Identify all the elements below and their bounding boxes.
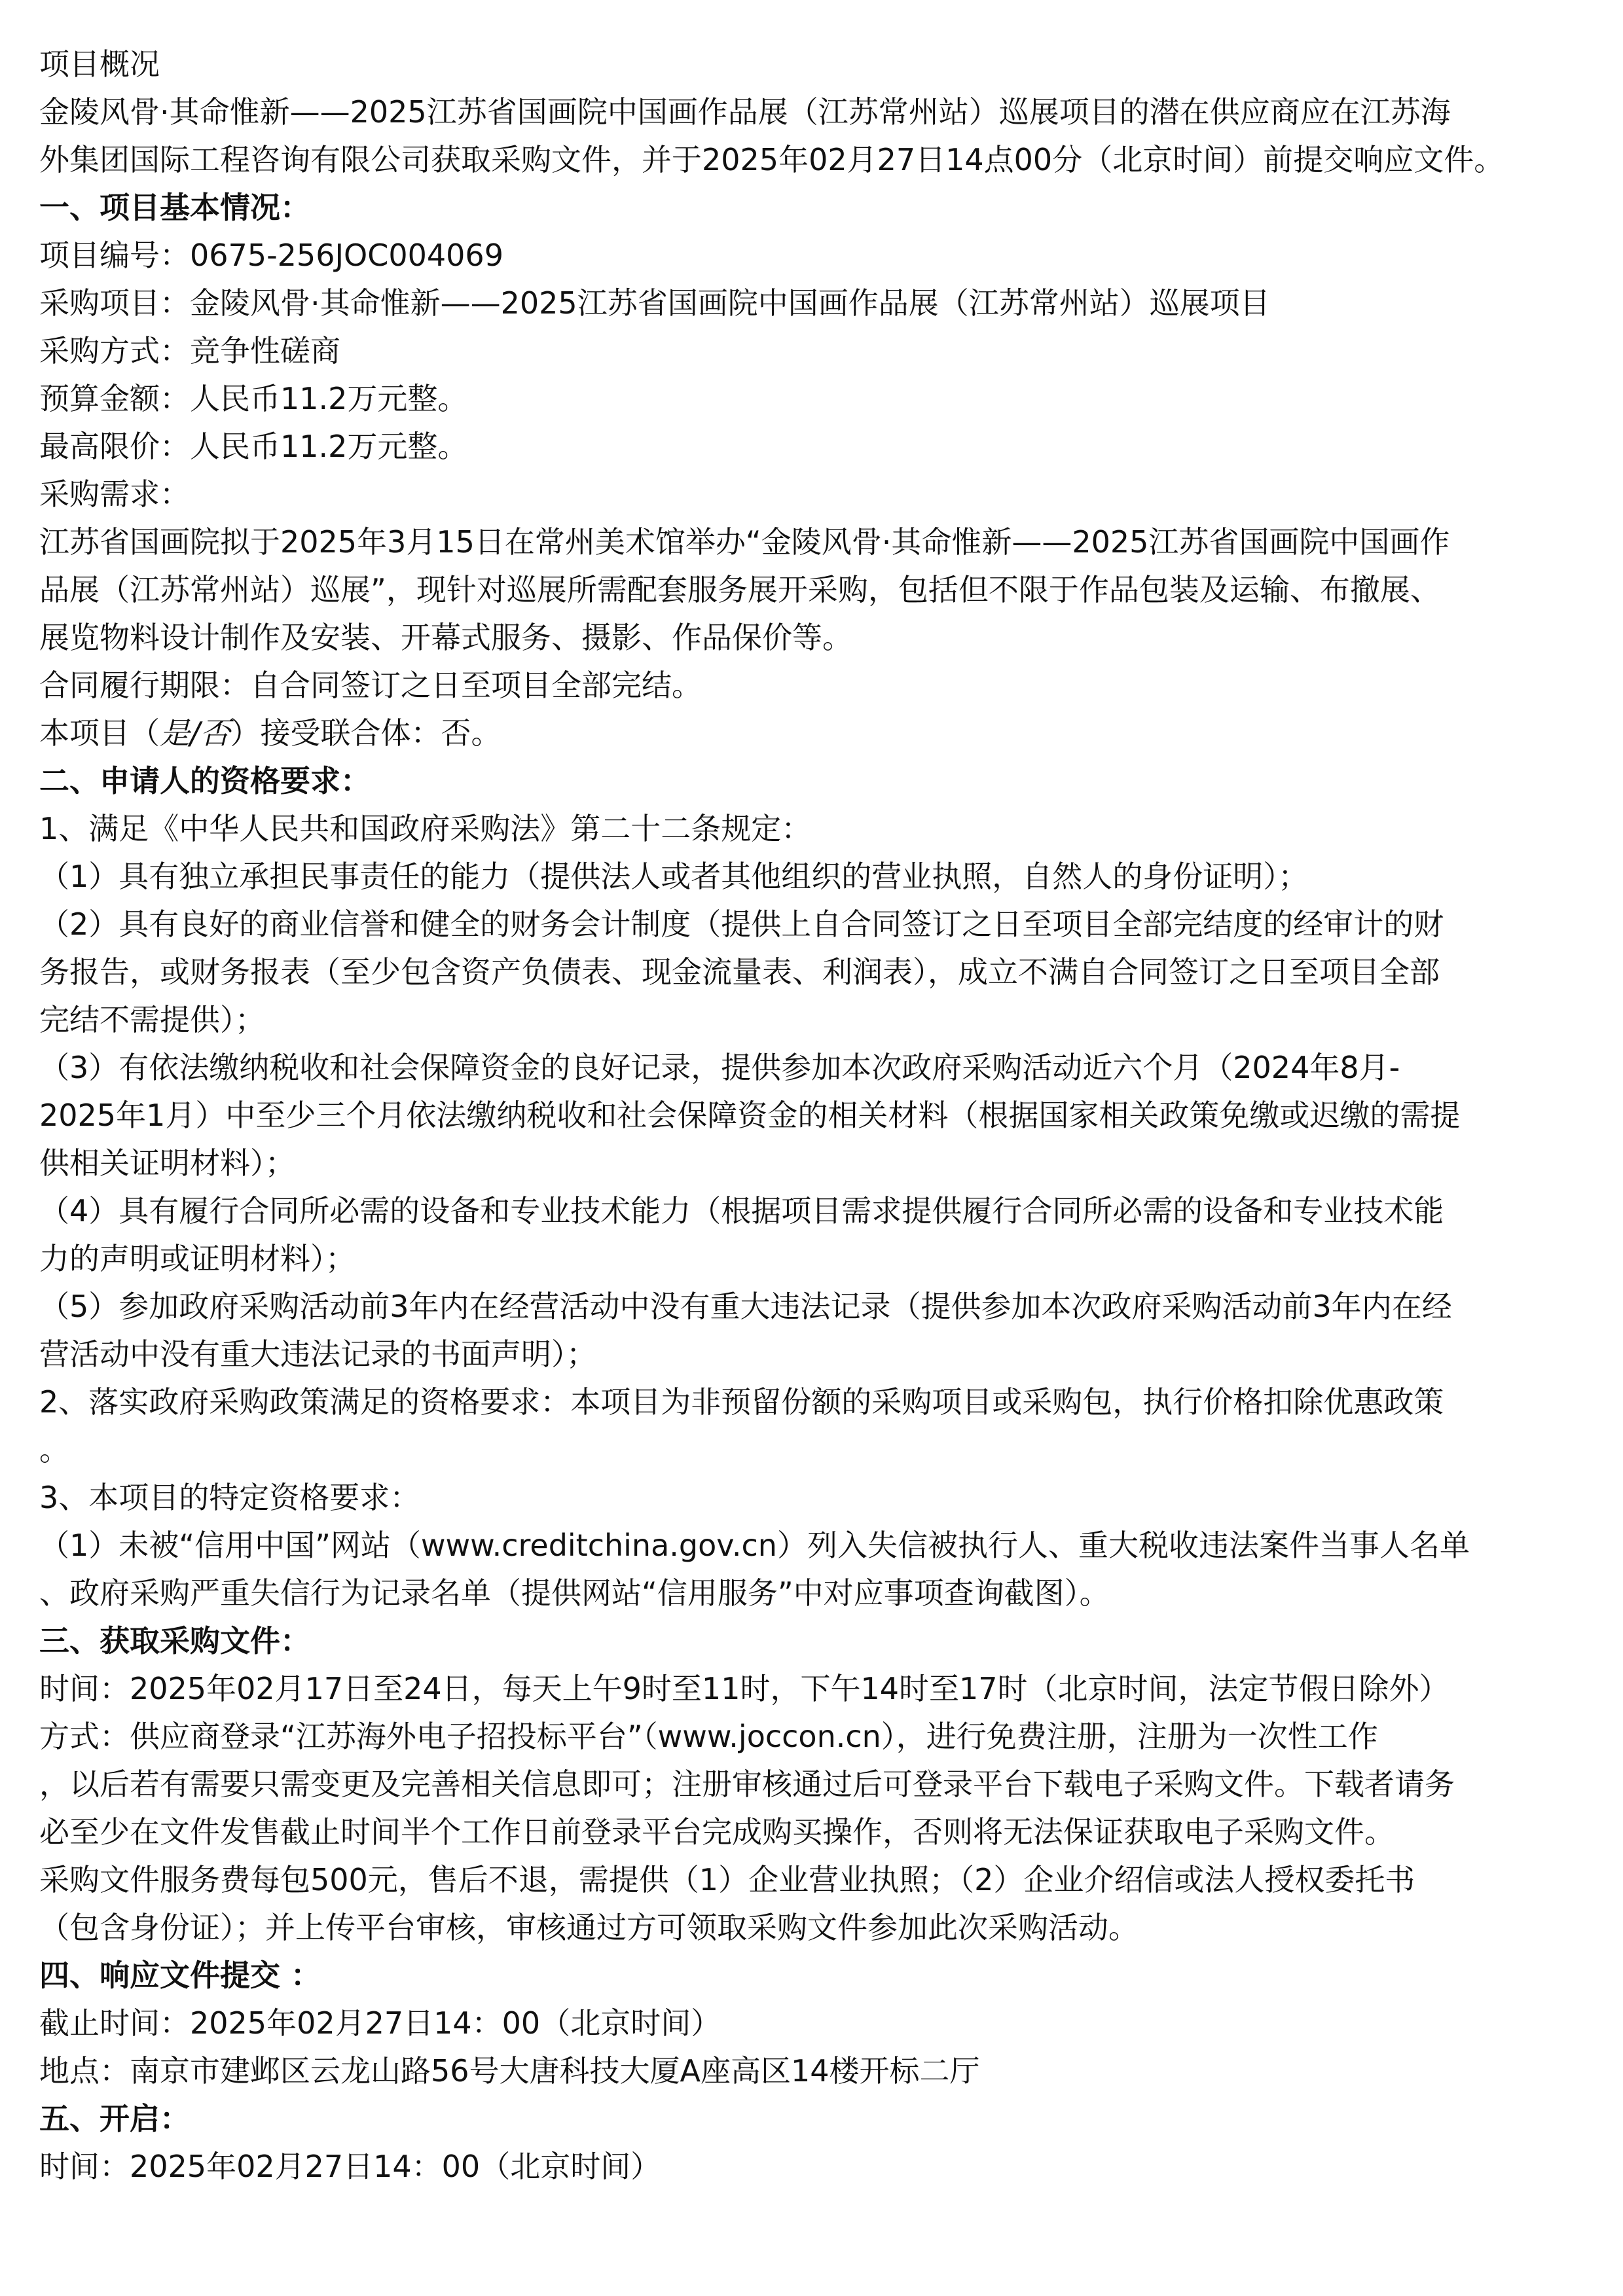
qualification-line: （2）具有良好的商业信誉和健全的财务会计制度（提供上自合同签订之日至项目全部完结度的经审计的财 [39, 906, 1444, 942]
qualification-line: （3）有依法缴纳税收和社会保障资金的良好记录，提供参加本次政府采购活动近六个月（2024年8月- [39, 1050, 1400, 1085]
consortium-italic: 是/否 [160, 715, 230, 751]
obtain-line: 方式：供应商登录“江苏海外电子招投标平台”（www.joccon.cn），进行免费注册，注册为一次性工作 [39, 1719, 1378, 1754]
obtain-line: ，以后若有需要只需变更及完善相关信息即可；注册审核通过后可登录平台下载电子采购文件。下载者请务 [39, 1767, 1455, 1802]
project-number: 项目编号：0675-256JOC004069 [39, 238, 503, 273]
opening-time: 时间：2025年02月27日14：00（北京时间） [39, 2149, 661, 2184]
contract-period: 合同履行期限：自合同签订之日至项目全部完结。 [39, 668, 702, 703]
qualification-line: （5）参加政府采购活动前3年内在经营活动中没有重大违法记录（提供参加本次政府采购活动前3年内在经 [39, 1289, 1452, 1324]
qualification-line: 、政府采购严重失信行为记录名单（提供网站“信用服务”中对应事项查询截图）。 [39, 1575, 1110, 1611]
qualification-line: 供相关证明材料）； [39, 1145, 295, 1181]
qualification-line: （4）具有履行合同所必需的设备和专业技术能力（根据项目需求提供履行合同所必需的设备和专业技术能 [39, 1193, 1444, 1229]
max-price: 最高限价：人民币11.2万元整。 [39, 429, 468, 464]
consortium-suffix: ）接受联合体：否。 [230, 715, 501, 751]
qualification-line: 营活动中没有重大违法记录的书面声明）； [39, 1336, 596, 1372]
project-name: 采购项目：金陵风骨·其命惟新——2025江苏省国画院中国画作品展（江苏常州站）巡展项目 [39, 285, 1270, 321]
consortium-prefix: 本项目（ [39, 715, 160, 751]
consortium-line [39, 709, 1591, 757]
needs-line: 品展（江苏常州站）巡展”，现针对巡展所需配套服务展开采购，包括但不限于作品包装及运输、布撤展、 [39, 572, 1440, 607]
qualification-line: 2025年1月）中至少三个月依法缴纳税收和社会保障资金的相关材料（根据国家相关政策免缴或迟缴的需提 [39, 1098, 1461, 1133]
section-heading-obtain-documents: 三、获取采购文件： [39, 1623, 310, 1659]
obtain-line: 必至少在文件发售截止时间半个工作日前登录平台完成购买操作，否则将无法保证获取电子采购文件。 [39, 1814, 1395, 1850]
procurement-method: 采购方式：竞争性磋商 [39, 333, 340, 368]
overview-line: 外集团国际工程咨询有限公司获取采购文件，并于2025年02月27日14点00分（北京时间）前提交响应文件。 [39, 142, 1504, 177]
obtain-line: （包含身份证）；并上传平台审核，审核通过方可领取采购文件参加此次采购活动。 [39, 1910, 1139, 1945]
section-heading-basic-info: 一、项目基本情况： [39, 190, 310, 225]
qualification-line: 。 [39, 1432, 69, 1467]
qualification-line: 力的声明或证明材料）； [39, 1241, 356, 1276]
section-heading-qualifications: 二、申请人的资格要求： [39, 763, 371, 798]
needs-line: 江苏省国画院拟于2025年3月15日在常州美术馆举办“金陵风骨·其命惟新——2025江苏省国画院中国画作 [39, 524, 1450, 560]
section-heading-submission: 四、响应文件提交 ： [39, 1958, 321, 1993]
needs-line: 展览物料设计制作及安装、开幕式服务、摄影、作品保价等。 [39, 620, 852, 655]
qualification-line: 1、满足《中华人民共和国政府采购法》第二十二条规定： [39, 811, 812, 846]
qualification-line: 2、落实政府采购政策满足的资格要求：本项目为非预留份额的采购项目或采购包，执行价格扣除优惠政策 [39, 1384, 1444, 1420]
needs-label: 采购需求： [39, 476, 190, 512]
overview-title: 项目概况 [39, 46, 160, 82]
qualification-line: 3、本项目的特定资格要求： [39, 1480, 420, 1515]
obtain-line: 采购文件服务费每包500元，售后不退，需提供（1）企业营业执照；（2）企业介绍信或法人授权委托书 [39, 1862, 1415, 1897]
budget-amount: 预算金额：人民币11.2万元整。 [39, 381, 468, 416]
obtain-line: 时间：2025年02月17日至24日，每天上午9时至11时，下午14时至17时（北京时间，法定节假日除外） [39, 1671, 1450, 1706]
section-heading-opening: 五、开启： [39, 2101, 190, 2136]
overview-line: 金陵风骨·其命惟新——2025江苏省国画院中国画作品展（江苏常州站）巡展项目的潜在供应商应在江苏海 [39, 94, 1451, 130]
submission-location: 地点：南京市建邺区云龙山路56号大唐科技大厦A座高区14楼开标二厅 [39, 2053, 980, 2089]
submission-deadline: 截止时间：2025年02月27日14：00（北京时间） [39, 2005, 721, 2041]
qualification-line: 务报告，或财务报表（至少包含资产负债表、现金流量表、利润表），成立不满自合同签订之日至项目全部 [39, 954, 1440, 990]
announcement-document [39, 41, 1591, 2191]
qualification-line: （1）未被“信用中国”网站（www.creditchina.gov.cn）列入失信被执行人、重大税收违法案件当事人名单 [39, 1528, 1470, 1563]
qualification-line: 完结不需提供）； [39, 1002, 265, 1037]
qualification-line: （1）具有独立承担民事责任的能力（提供法人或者其他组织的营业执照，自然人的身份证明）； [39, 859, 1309, 894]
